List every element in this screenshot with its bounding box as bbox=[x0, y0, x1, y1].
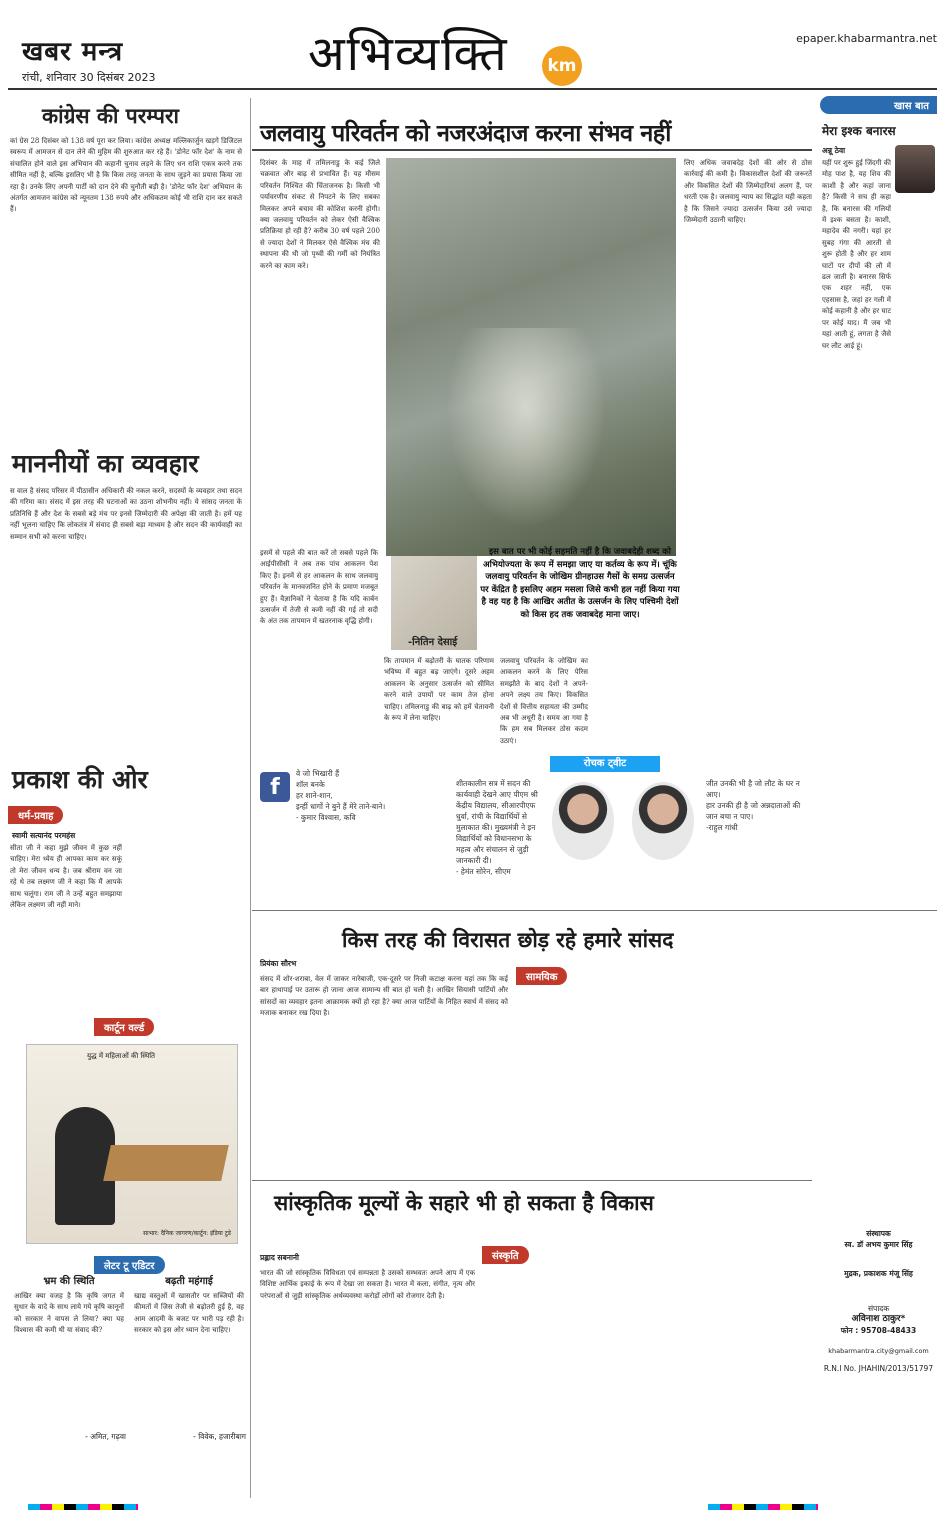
section3-headline: सांस्कृतिक मूल्यों के सहारे भी हो सकता है विकास bbox=[274, 1191, 654, 1215]
section-title: अभिव्यक्ति bbox=[308, 26, 509, 82]
letter-2-title: बढ़ती महंगाई bbox=[165, 1276, 213, 1287]
soren-tweet: शीतकालीन सत्र में सदन की कार्यवाही देखने आए पीएम श्री केंद्रीय विद्यालय, सीआरपीएफ धुर्वा, रांची के विद्यार्थियों से मुलाकात की। मुख्यमंत्री ने इन विद्यार्थियों को विधानसभा के महत्व और संचालन से जुड़ी जानकारी दी। - हेमंत सोरेन, सीएम bbox=[456, 779, 538, 876]
right-title: मेरा इश्क बनारस bbox=[822, 124, 896, 138]
masthead bbox=[8, 8, 937, 90]
right-column bbox=[820, 96, 937, 808]
letter-1-title: भ्रम की स्थिति bbox=[43, 1276, 95, 1287]
imprint-rni: R.N.I No. JHAHIN/2013/51797 bbox=[823, 1364, 934, 1373]
letter-1 bbox=[12, 1276, 126, 1442]
letter-1-body: आखिर क्या वजह है कि कृषि जगत में सुधार के वादे के साथ लाये गये कृषि कानूनों को सरकार ने वापस ले लिया? क्या यह विश्वास की कमी थी या संवाद की? bbox=[14, 1292, 124, 1335]
imprint-email[interactable]: khabarmantra.city@gmail.com bbox=[828, 1347, 929, 1355]
section2-byline: प्रियंका सौरभ bbox=[260, 959, 297, 968]
khas-baat-badge: खास बात bbox=[820, 96, 937, 114]
cartoon-tag-wrap bbox=[94, 1014, 154, 1040]
imprint-title: संस्थापक bbox=[866, 1229, 891, 1238]
main-headline: जलवायु परिवर्तन को नजरअंदाज करना संभव नहीं bbox=[260, 119, 671, 147]
tweet-tab: रोचक ट्वीट bbox=[550, 756, 660, 772]
cartoon-caption: युद्ध में महिलाओं की स्थिति bbox=[87, 1052, 156, 1060]
section2-top-rule bbox=[252, 910, 937, 911]
pull-quote: इस बात पर भी कोई सहमति नहीं है कि जवाबदेही शब्द को अभियोज्यता के रूप में समझा जाए या कर्तव्य के रूप में। चूंकि जलवायु परिवर्तन के जोखिम ग्रीनहाउस गैसों के समग्र उत्सर्जन पर केंद्रित है इसलिए अहम मसला जिसे कभी हल नहीं किया गया है वह यह है कि आखिर अतीत के उत्सर्जन के लिए पश्चिमी देशों को किस हद तक जवाबदेह माना जाए। bbox=[480, 547, 680, 620]
story-col-1: दिसंबर के माह में तमिलनाडु के कई जिले चक्रवात और बाढ़ से प्रभावित हैं। यह मौसम परिवर्तन निश्चित की चिंताजनक है। किसी भी पर्यावरणीय संकट से निपटने के लिए सबका मिलकर अपने बचाव की कोशिश करनी होगी। क्या जलवायु परिवर्तन को लेकर ऐसी वैश्विक प्रतिक्रिया हो रही है? करीब 30 वर्ष पहले 200 से ज्यादा देशों ने मिलकर ऐसे वैश्विक मंच की स्थापना की थी जो पृथ्वी की गर्मी को नियंत्रित करने का काम करे। bbox=[260, 159, 380, 270]
brand-logo: km bbox=[542, 46, 582, 86]
prakash-heading: प्रकाश की ओर bbox=[12, 765, 148, 794]
flood-photo bbox=[386, 158, 676, 556]
sanskriti-tag: संस्कृति bbox=[482, 1246, 529, 1264]
letter-2-body: खाद्य वस्तुओं में खासतौर पर सब्जियों की कीमतों में जिस तेजी से बढ़ोतरी हुई है, वह आम आदमी के बजट पर भारी पड़ रही है। सरकार को इस ओर ध्यान देना चाहिए। bbox=[134, 1292, 244, 1335]
letters-tag: लेटर टू एडिटर bbox=[94, 1256, 165, 1274]
brand-name: खबर मन्त्र bbox=[22, 37, 124, 67]
imprint-founder: स्व. डॉ अभय कुमार सिंह bbox=[844, 1240, 913, 1249]
left-column bbox=[8, 96, 244, 1011]
imprint bbox=[820, 1228, 937, 1374]
section2-tag-wrap bbox=[516, 963, 567, 989]
column-divider bbox=[250, 98, 251, 1498]
section3-tag-wrap bbox=[482, 1242, 529, 1268]
congress-body: कां ग्रेस 28 दिसंबर को 138 वर्ष पूरा कर लिया। कांग्रेस अध्यक्ष मल्लिकार्जुन खड़गे डिजिटल स्वरूप में आमजन से दान लेने की मुहिम की शुरुआत कर रहे हैं। 'डोनेट फॉर देश' के नाम से संचालित होने वाले इस अभियान की कहानी चुनाव लड़ने के लिए धन राशि एकत्र करने तक सीमित नहीं है, बल्कि इसलिए भी है कि किस तरह जनता के साथ जुड़ने का प्रयास किया जा रहा है। उनके लिए अपनी पार्टी को दान देने की चुनौती बड़ी है। 'डोनेट फॉर देश' अभियान के अंतर्गत आमजन कांग्रेस को न्यूनतम 138 रुपये और अधिकतम कोई भी राशि दान कर सकते हैं। bbox=[10, 137, 242, 214]
prakash-body: सीता जी ने कहा मुझे जीवन में कुछ नहीं चाहिए। मेरा ध्येय ही आपका काम कर सकूं तो मेरा जीवन धन्य है। जब श्रीराम वन जा रहे थे तब लक्ष्मण जी ने कहा कि मैं आपके साथ चलूंगा। राम जी ने उन्हें बहुत समझाया लेकिन लक्ष्मण जी नहीं माने। bbox=[10, 844, 122, 910]
cartoon-bed bbox=[103, 1145, 229, 1181]
hemant-soren-photo bbox=[552, 782, 614, 860]
prakash-byline: स्वामी सत्यानंद परमहंस bbox=[12, 831, 76, 840]
imprint-publisher: मुद्रक, प्रकाशक मंजू सिंह bbox=[844, 1269, 913, 1278]
section3-body: भारत की जो सांस्कृतिक विविधता एवं सम्पन्नता है उसको सम्भवतः अपने आप में एक विशिष्ट आर्थिक इकाई के रूप में देखा जा सकता है। भारत में कला, संगीत, नृत्य और परंपराओं से जुड़ी सांस्कृतिक अर्थव्यवस्था करोड़ों लोगों को रोजगार देती है। bbox=[260, 1269, 475, 1300]
letter-2-sign: - विवेक, हजारीबाग bbox=[193, 1432, 246, 1441]
author-photo bbox=[895, 145, 935, 193]
section3-byline: प्रह्लाद सबनानी bbox=[260, 1253, 299, 1262]
letters-tag-wrap bbox=[94, 1252, 165, 1278]
headline-rule bbox=[252, 149, 812, 151]
epaper-url[interactable]: epaper.khabarmantra.net bbox=[796, 32, 937, 45]
imprint-editor-label: संपादक bbox=[867, 1304, 889, 1313]
print-registration-bar-left bbox=[28, 1504, 138, 1510]
facebook-quote: वे जो भिखारी हैं शॉल बनके हर शाने-शान, इन्हीं धागों ने बुने हैं मेरे ताने-बाने। - कुमार विश्वास, कवि bbox=[296, 769, 386, 822]
samayik-tag: सामयिक bbox=[516, 967, 567, 985]
mananiyo-heading: माननीयों का व्यवहार bbox=[12, 449, 199, 478]
dateline: रांची, शनिवार 30 दिसंबर 2023 bbox=[22, 71, 156, 84]
facebook-icon: f bbox=[260, 772, 290, 802]
right-author: अन्नू ठेवा bbox=[822, 146, 846, 155]
section2-headline: किस तरह की विरासत छोड़ रहे हमारे सांसद bbox=[342, 928, 674, 952]
letter-2 bbox=[132, 1276, 246, 1442]
story-col-3: कि तापमान में बढ़ोतरी के घातक परिणाम भविष्य में बहुत बढ़ जाएंगे। दूसरे अहम आकलन के अनुसार उत्सर्जन को सीमित करने वाले उपायों पर काम तेज होना चाहिए। तमिलनाडु की बाढ़ को हमें चेतावनी के रूप में लेना चाहिए। bbox=[384, 657, 494, 723]
newspaper-page bbox=[8, 8, 937, 1509]
cartoon-image bbox=[26, 1044, 238, 1244]
rahul-tweet: जीत उनकी भी है जो लौट के घर न आए। हार उनकी ही है जो अन्नदाताओं की जान बचा न पाए। -राहुल गांधी bbox=[706, 779, 801, 832]
imprint-phone: फोन : 95708-48433 bbox=[840, 1326, 917, 1335]
story-col-2: इसमें से पहले की बात करें तो सबसे पहले कि आईपीसीसी ने अब तक पांच आकलन पेश किए हैं। इनमें से हर आकलन के साथ जलवायु परिवर्तन के मानवजनित होने के प्रमाण मजबूत हुए हैं। वैज्ञानिकों ने चेताया है कि यदि कार्बन उत्सर्जन में तेजी से कमी नहीं की गई तो सदी के अंत तक तापमान में खतरनाक वृद्धि होगी। bbox=[260, 549, 378, 626]
author-credit: -नितिन देसाई bbox=[408, 637, 458, 648]
right-body: यहीं पर शुरू हुई जिंदगी की मोह पाश है, यह शिव की काशी है और कहां जाना है? किसी ने सच ही कहा है, कि बनारस की गलियों में इश्क बसता है। काशी, महादेव की नगरी। यहां हर सुबह गंगा की आरती से शुरू होती है और हर शाम घाटों पर दीपों की लौ में ढल जाती है। बनारस सिर्फ एक शहर नहीं, एक एहसास है, जहां हर गली में कोई कहानी है और हर घाट पर कोई याद। मैं जब भी यहां आती हूं, लगता है जैसे घर लौट आई हूं। bbox=[822, 159, 891, 350]
story-col-4: जलवायु परिवर्तन के जोखिम का आकलन करने के लिए पेरिस समझौते के बाद देशों ने अपने-अपने लक्ष्य तय किए। विकसित देशों से वित्तीय सहायता की उम्मीद अब भी अधूरी है। समय आ गया है कि हम सब मिलकर ठोस कदम उठाएं। bbox=[500, 657, 588, 745]
congress-heading: कांग्रेस की परम्परा bbox=[42, 104, 179, 128]
rahul-gandhi-photo bbox=[632, 782, 694, 860]
social-strip bbox=[260, 756, 815, 886]
print-registration-bar-right bbox=[708, 1504, 818, 1510]
section3-top-rule bbox=[252, 1180, 812, 1181]
section2-body: संसद में शोर-शराबा, वेल में जाकर नारेबाजी, एक-दूसरे पर निजी कटाक्ष करना यहां तक कि कई बार हाथापाई पर उतारू हो जाना आज सामान्य सी बात हो चली है। आखिर सियासी पार्टियों और सांसदों का व्यवहार इतना आक्रामक क्यों हो रहा है? क्या आज पार्टियों के निहित स्वार्थ में संसद को मजाक बनाकर रख दिया है। bbox=[260, 975, 508, 1018]
cartoon-credit: साभार: दैनिक जागरण/कार्टून: इंडिया टुडे bbox=[143, 1230, 231, 1237]
dharm-pravah-tag: धर्म-प्रवाह bbox=[8, 806, 63, 824]
story-col-5: लिए अधिक जवाबदेह देशों की ओर से ठोस कार्रवाई की कमी है। विकासशील देशों की जरूरतें और विकसित देशों की जिम्मेदारियां अलग हैं, पर धरती एक है। जलवायु न्याय का सिद्धांत यही कहता है कि जिसने ज्यादा उत्सर्जन किया उसे ज्यादा जिम्मेदारी उठानी चाहिए। bbox=[684, 159, 812, 225]
imprint-editor: अविनाश ठाकुर* bbox=[851, 1314, 906, 1324]
letter-1-sign: - अमित, गढ़वा bbox=[85, 1432, 126, 1441]
mananiyo-body: स वाल है संसद परिसर में पीठासीन अधिकारी की नकल करने, सदस्यों के व्यवहार तथा सदन की गरिमा का। संसद में इस तरह की घटनाओं का उठना शोभनीय नहीं। ये सांसद जनता के प्रतिनिधि हैं और देश के सबसे बड़े मंच पर इनसे जिम्मेदारी की अपेक्षा की जाती है। हमें यह नहीं भूलना चाहिए कि लोकतंत्र में संवाद ही सबसे बड़ा माध्यम है और सदन की कार्यवाही का सम्मान सभी को करना चाहिए। bbox=[10, 487, 242, 541]
cartoon-tag: कार्टून वर्ल्ड bbox=[94, 1018, 154, 1036]
